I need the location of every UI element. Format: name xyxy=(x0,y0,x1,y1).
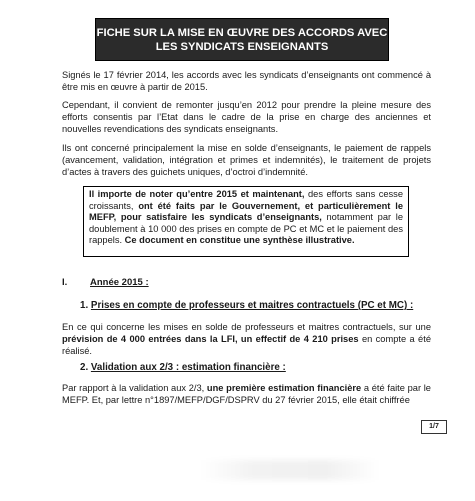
highlight-part-2: des efforts sans cesse croissants, xyxy=(89,189,403,211)
title-line-2: LES SYNDICATS ENSEIGNANTS xyxy=(155,40,329,53)
subsection-2-heading xyxy=(80,362,286,373)
paragraph-context: Cependant, il convient de remonter jusqu’en 2012 pour prendre la pleine mesure des efforts consentis par l’Etat dans le cadre de la prise en charge des anciennes et nouvelles revendications des syndicats enseignants. xyxy=(62,100,431,134)
title-line-1: FICHE SUR LA MISE EN ŒUVRE DES ACCORDS AVEC xyxy=(96,26,388,39)
subsection-1-number: 1. xyxy=(80,300,89,311)
section-title: Année 2015 : xyxy=(90,277,149,288)
highlight-part-1: Il importe de noter qu’entre 2015 et maintenant, xyxy=(89,189,305,199)
sub1-text-c: en compte a été réalisé. xyxy=(62,333,431,356)
subsection-2-title: Validation aux 2/3 : estimation financière : xyxy=(90,362,286,373)
highlight-box xyxy=(83,186,409,257)
scan-smudge xyxy=(200,460,380,480)
subsection-2-text xyxy=(62,383,431,407)
paragraph-scope: Ils ont concerné principalement la mise en solde d’enseignants, le paiement de rappels (avancement, validation, intégration et primes et indemnités), le traitement de projets d’actes à travers des guichets uniques, d’octroi d’indemnité. xyxy=(62,143,431,177)
page-number: 1/7 xyxy=(421,420,447,434)
subsection-1-text xyxy=(62,322,431,357)
document-title xyxy=(95,18,389,61)
paragraph-intro: Signés le 17 février 2014, les accords avec les syndicats d’enseignants ont commencé à être mis en œuvre à partir de 2015. xyxy=(62,70,431,92)
sub1-text-a: En ce qui concerne les mises en solde de professeurs et maitres contractuels, sur une xyxy=(62,322,431,332)
section-number: I. xyxy=(62,277,68,288)
sub1-text-b: prévision de 4 000 entrées dans la LFI, un effectif de 4 210 prises xyxy=(62,333,359,344)
highlight-part-5: Ce document en constitue une synthèse illustrative. xyxy=(124,235,355,246)
subsection-2-number: 2. xyxy=(80,362,89,373)
sub2-text-b: une première estimation financière xyxy=(206,383,362,393)
highlight-part-3: ont été faits par le Gouvernement, et particulièrement le MEFP, pour satisfaire les syndicats d’enseignants, xyxy=(89,200,404,223)
highlight-part-4: notamment par le doublement à 10 000 des prises en compte de PC et MC et le paiement des rappels. xyxy=(89,212,403,246)
subsection-1-title: Prises en compte de professeurs et maitres contractuels (PC et MC) : xyxy=(90,300,414,311)
sub2-text-c: a été faite par le MEFP. Et, par lettre n°1897/MEFP/DGF/DSPRV du 27 février 2015, elle était chiffrée xyxy=(62,383,431,405)
subsection-1-heading xyxy=(80,300,413,311)
sub2-text-a: Par rapport à la validation aux 2/3, xyxy=(62,383,207,393)
